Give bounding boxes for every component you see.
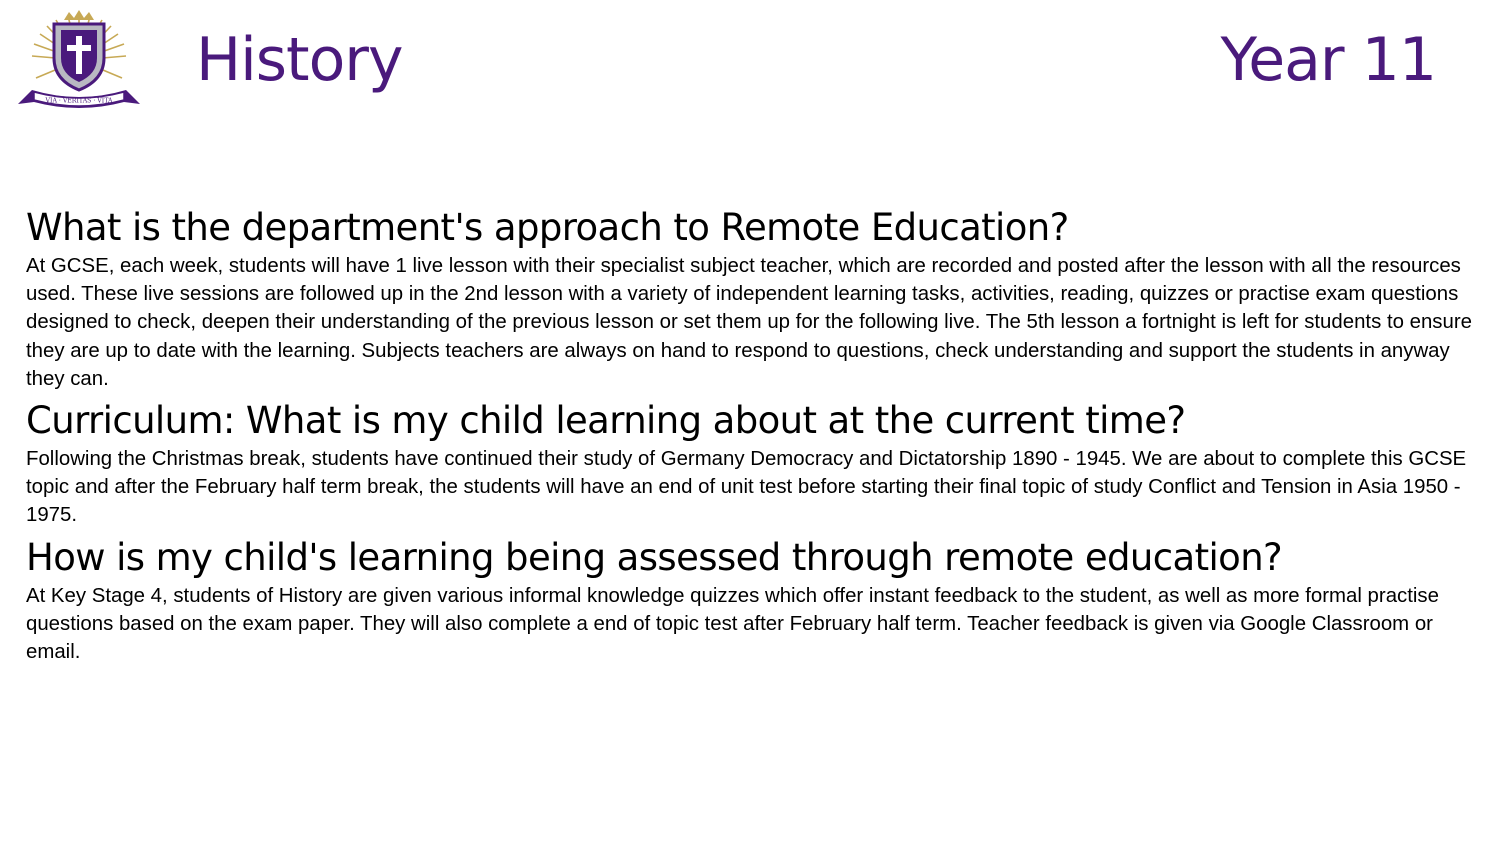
cross-icon: [76, 36, 82, 74]
school-crest-icon: [14, 8, 144, 116]
section-assessment: [26, 534, 1476, 667]
section-curriculum: [26, 397, 1476, 530]
section-heading: How is my child's learning being assessed through remote education?: [26, 535, 1283, 579]
section-heading: Curriculum: What is my child learning about at the current time?: [26, 399, 1186, 443]
year-title: Year 11: [1220, 25, 1436, 95]
crown-icon: [64, 10, 94, 20]
content-area: [26, 204, 1476, 668]
motto-text: VIA · VERITAS · VITA: [45, 97, 113, 105]
section-heading: What is the department's approach to Remote Education?: [26, 206, 1069, 249]
section-body: At GCSE, each week, students will have 1 live lesson with their specialist subject teacher, which are recorded and posted after the lesson with all the resources used. These live sessions are followed up in the 2nd lesson with a variety of independent learning tasks, activities, reading, quizzes or practise exam questions designed to check, deepen their understanding of the previous lesson or set them up for the following live. The 5th lesson a fortnight is left for students to ensure they are up to date with the learning. Subjects teachers are always on hand to respond to questions, check understanding and support the students in anyway they can.: [26, 255, 1472, 390]
subject-title: History: [196, 25, 403, 95]
section-body: At Key Stage 4, students of History are given various informal knowledge quizzes which offer instant feedback to the student, as well as more formal practise questions based on the exam paper. They will also complete a end of topic test after February half term. Teacher feedback is given via Google Classroom or email.: [26, 584, 1439, 664]
section-remote-approach: [26, 204, 1476, 393]
section-body: Following the Christmas break, students have continued their study of Germany Democracy and Dictatorship 1890 - 1945. We are about to complete this GCSE topic and after the February half term break, the students will have an end of unit test before starting their final topic of study Conflict and Tension in Asia 1950 - 1975.: [26, 448, 1467, 527]
